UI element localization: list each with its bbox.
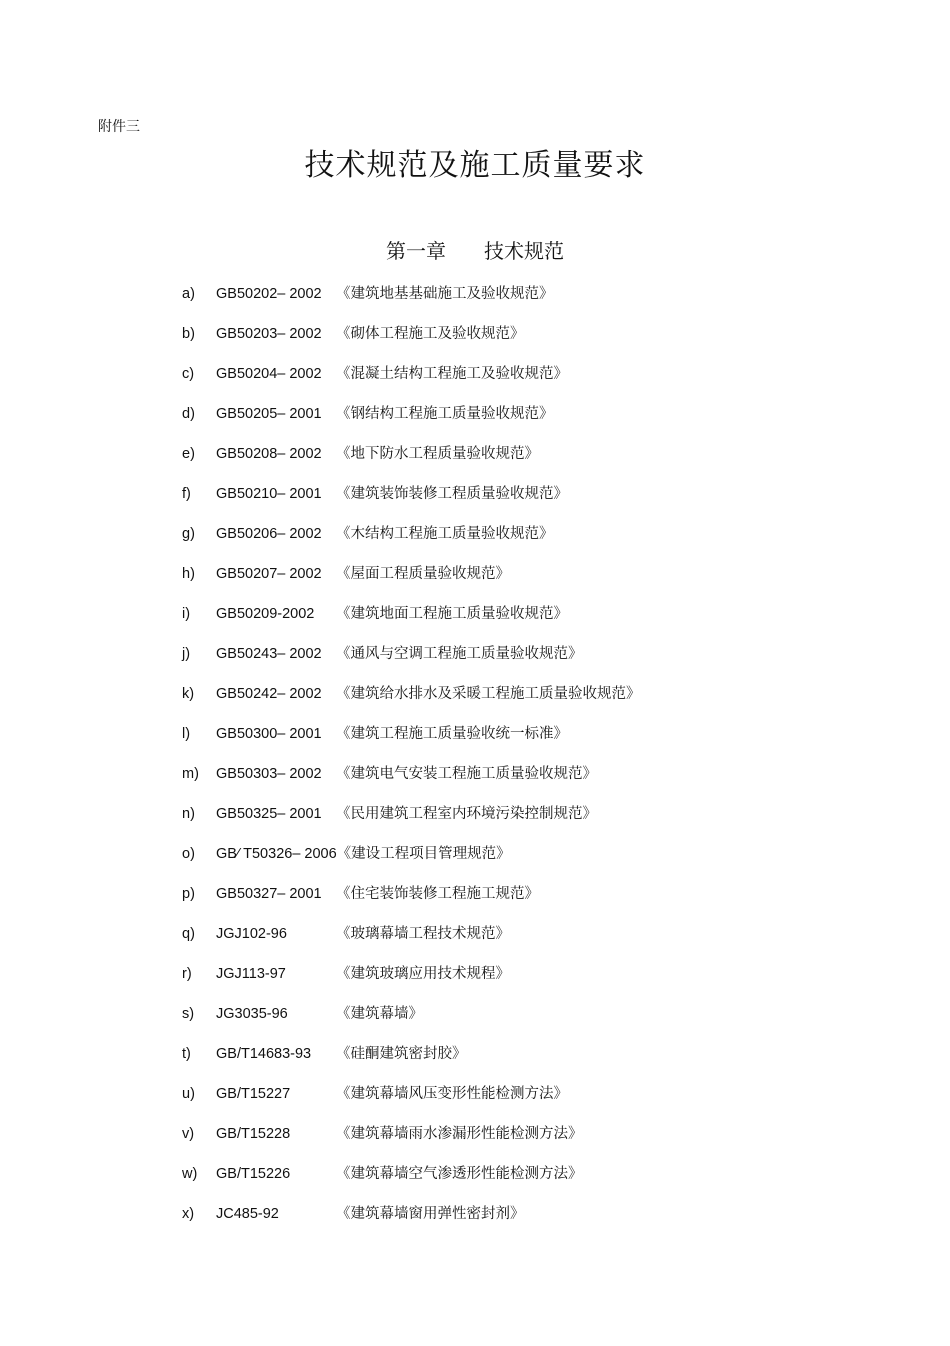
standard-code: JC485-92 — [216, 1206, 279, 1222]
standard-code: GB50206– 2002 — [216, 526, 322, 542]
item-letter: m) — [182, 766, 199, 782]
standard-code: GB50209-2002 — [216, 606, 315, 622]
standard-code: GB50300– 2001 — [216, 726, 322, 742]
standard-name: 《硅酮建筑密封胶》 — [336, 1046, 467, 1062]
standard-code: JGJ102-96 — [216, 926, 287, 942]
standard-name: 《钢结构工程施工质量验收规范》 — [336, 406, 554, 422]
item-letter: s) — [182, 1006, 195, 1022]
standard-name: 《建筑工程施工质量验收统一标准》 — [336, 726, 568, 742]
standard-name: 《建筑给水排水及采暖工程施工质量验收规范》 — [336, 686, 641, 702]
standard-code: GB50242– 2002 — [216, 686, 322, 702]
standard-code: GB50325– 2001 — [216, 806, 322, 822]
standard-code: GB50203– 2002 — [216, 326, 322, 342]
standard-code: GB/T15226 — [216, 1166, 291, 1182]
item-letter: e) — [182, 446, 195, 462]
standard-name: 《民用建筑工程室内环境污染控制规范》 — [336, 806, 597, 822]
standard-name: 《混凝土结构工程施工及验收规范》 — [336, 366, 568, 382]
standard-name: 《住宅装饰装修工程施工规范》 — [336, 886, 539, 902]
item-letter: b) — [182, 326, 195, 342]
standard-name: 《建筑玻璃应用技术规程》 — [336, 966, 510, 982]
standard-code: GB50327– 2001 — [216, 886, 322, 902]
item-letter: w) — [182, 1166, 198, 1182]
item-letter: n) — [182, 806, 195, 822]
standard-code: GB50208– 2002 — [216, 446, 322, 462]
standard-name: 《建筑幕墙风压变形性能检测方法》 — [336, 1086, 568, 1102]
item-letter: q) — [182, 926, 195, 942]
standard-name: 《建筑幕墙窗用弹性密封剂》 — [336, 1206, 525, 1222]
chapter-number: 第一章 — [386, 239, 446, 263]
item-letter: u) — [182, 1086, 195, 1102]
standard-name: 《建筑电气安装工程施工质量验收规范》 — [336, 766, 597, 782]
standard-name: 《建筑装饰装修工程质量验收规范》 — [336, 486, 568, 502]
item-letter: v) — [182, 1126, 195, 1142]
item-letter: o) — [182, 846, 195, 862]
standard-name: 《木结构工程施工质量验收规范》 — [336, 526, 554, 542]
standard-code: GB50243– 2002 — [216, 646, 322, 662]
item-letter: l) — [182, 726, 191, 742]
standard-row — [216, 843, 511, 865]
standard-name: 《地下防水工程质量验收规范》 — [336, 446, 539, 462]
item-letter: j) — [182, 646, 191, 662]
standard-code: JG3035-96 — [216, 1006, 288, 1022]
item-letter: x) — [182, 1206, 195, 1222]
standard-code: GB50202– 2002 — [216, 286, 322, 302]
item-letter: a) — [182, 286, 195, 302]
item-letter: f) — [182, 486, 191, 502]
document-title: 技术规范及施工质量要求 — [304, 148, 646, 183]
annex-label: 附件三 — [98, 119, 140, 135]
chapter-name: 技术规范 — [484, 239, 564, 263]
item-letter: h) — [182, 566, 195, 582]
item-letter: t) — [182, 1046, 191, 1062]
standard-code: GB50303– 2002 — [216, 766, 322, 782]
standard-name: 《建筑幕墙空气渗透形性能检测方法》 — [336, 1166, 583, 1182]
standard-code: GB∕ T50326– 2006 — [216, 846, 337, 862]
item-letter: d) — [182, 406, 195, 422]
standard-code: GB50207– 2002 — [216, 566, 322, 582]
standard-name: 《建筑幕墙雨水渗漏形性能检测方法》 — [336, 1126, 583, 1142]
item-letter: r) — [182, 966, 192, 982]
standard-name: 《建筑地基基础施工及验收规范》 — [336, 286, 554, 302]
standard-name: 《屋面工程质量验收规范》 — [336, 566, 510, 582]
item-letter: p) — [182, 886, 195, 902]
standard-name: 《建筑地面工程施工质量验收规范》 — [336, 606, 568, 622]
standard-code: GB/T15228 — [216, 1126, 291, 1142]
item-letter: c) — [182, 366, 195, 382]
item-letter: i) — [182, 606, 191, 622]
standard-code: GB50210– 2001 — [216, 486, 322, 502]
standard-name: 《建设工程项目管理规范》 — [336, 846, 511, 862]
standard-code: GB/T14683-93 — [216, 1046, 312, 1062]
standard-name: 《砌体工程施工及验收规范》 — [336, 326, 525, 342]
standard-name: 《建筑幕墙》 — [336, 1006, 423, 1022]
standard-code: GB/T15227 — [216, 1086, 291, 1102]
chapter-heading — [0, 237, 950, 265]
standard-code: GB50204– 2002 — [216, 366, 322, 382]
item-letter: k) — [182, 686, 195, 702]
standard-code: GB50205– 2001 — [216, 406, 322, 422]
standard-name: 《玻璃幕墙工程技术规范》 — [336, 926, 510, 942]
standard-name: 《通风与空调工程施工质量验收规范》 — [336, 646, 583, 662]
item-letter: g) — [182, 526, 195, 542]
standard-code: JGJ113-97 — [216, 966, 286, 982]
